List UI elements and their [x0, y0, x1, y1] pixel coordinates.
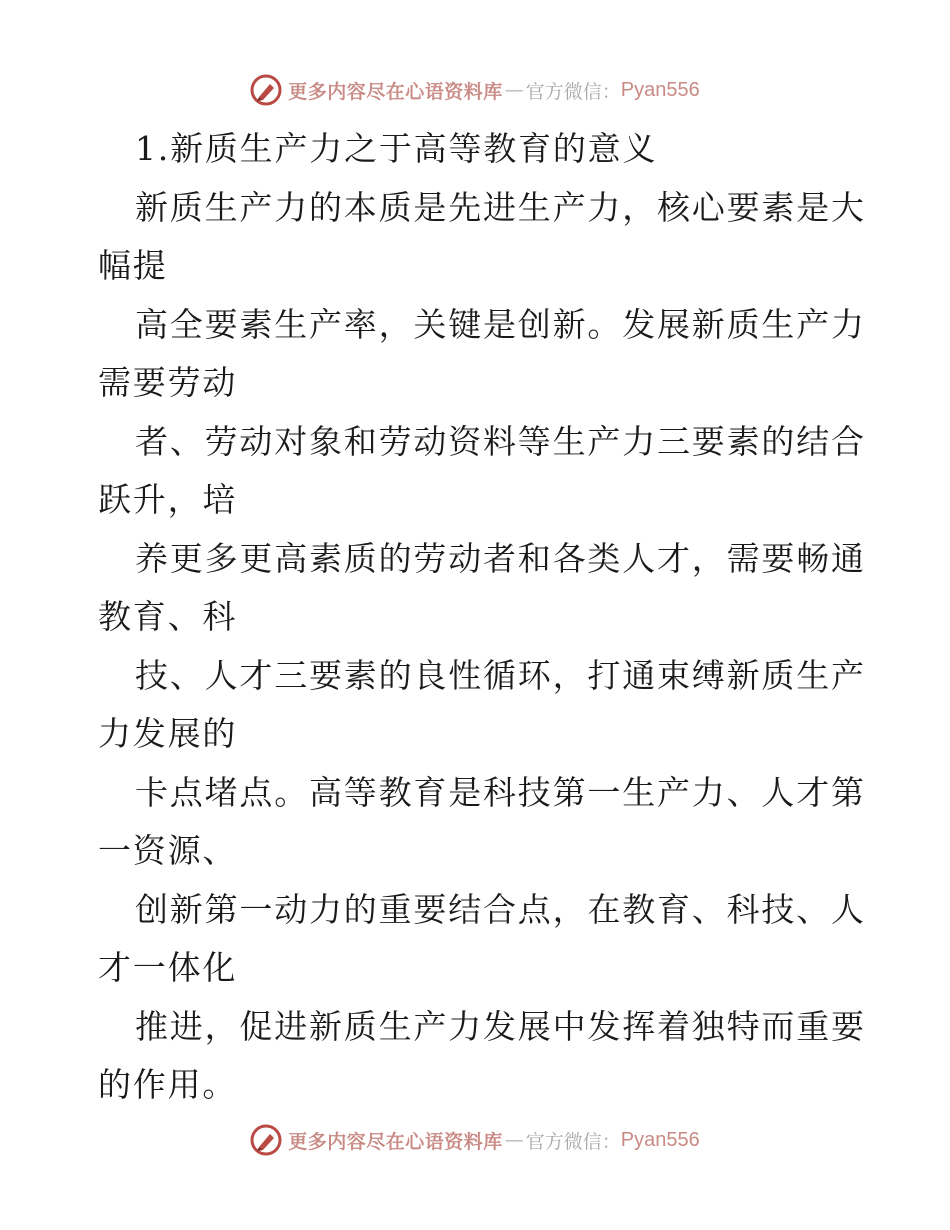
footer-banner — [0, 1120, 950, 1160]
banner-separator: — — [504, 1129, 524, 1151]
text-line: 教育、科 — [98, 597, 238, 636]
header-banner — [0, 70, 950, 110]
text-line: 才一体化 — [98, 948, 238, 987]
pen-logo-icon — [250, 74, 282, 106]
document-body — [98, 120, 866, 1115]
text-line: 养更多更高素质的劳动者和各类人才，需要畅通 — [135, 538, 866, 578]
banner-separator: — — [504, 79, 524, 101]
banner-wechat-label: 官方微信： — [525, 1130, 621, 1153]
text-line: 的作用。 — [98, 1065, 238, 1104]
banner-wechat-label: 官方微信： — [525, 80, 621, 103]
text-line: 幅提 — [98, 246, 168, 285]
text-line: 跃升，培 — [98, 480, 238, 519]
text-line: 创新第一动力的重要结合点，在教育、科技、人 — [135, 889, 866, 929]
text-line: 技、人才三要素的良性循环，打通束缚新质生产 — [135, 655, 866, 695]
text-line: 者、劳动对象和劳动资料等生产力三要素的结合 — [135, 421, 866, 461]
text-line: 一资源、 — [98, 831, 238, 870]
section-heading: 1.新质生产力之于高等教育的意义 — [135, 129, 658, 168]
text-line: 新质生产力的本质是先进生产力，核心要素是大 — [135, 187, 866, 227]
text-line: 需要劳动 — [98, 363, 238, 402]
text-line: 高全要素生产率，关键是创新。发展新质生产力 — [135, 304, 866, 344]
banner-title: 更多内容尽在心语资料库 — [288, 80, 503, 103]
text-line: 推进，促进新质生产力发展中发挥着独特而重要 — [135, 1006, 866, 1046]
banner-title: 更多内容尽在心语资料库 — [288, 1130, 503, 1153]
text-line: 力发展的 — [98, 714, 238, 753]
text-line: 卡点堵点。高等教育是科技第一生产力、人才第 — [135, 772, 866, 812]
pen-logo-icon — [250, 1124, 282, 1156]
banner-wechat-id: Pyan556 — [620, 1128, 700, 1151]
banner-wechat-id: Pyan556 — [620, 78, 700, 101]
